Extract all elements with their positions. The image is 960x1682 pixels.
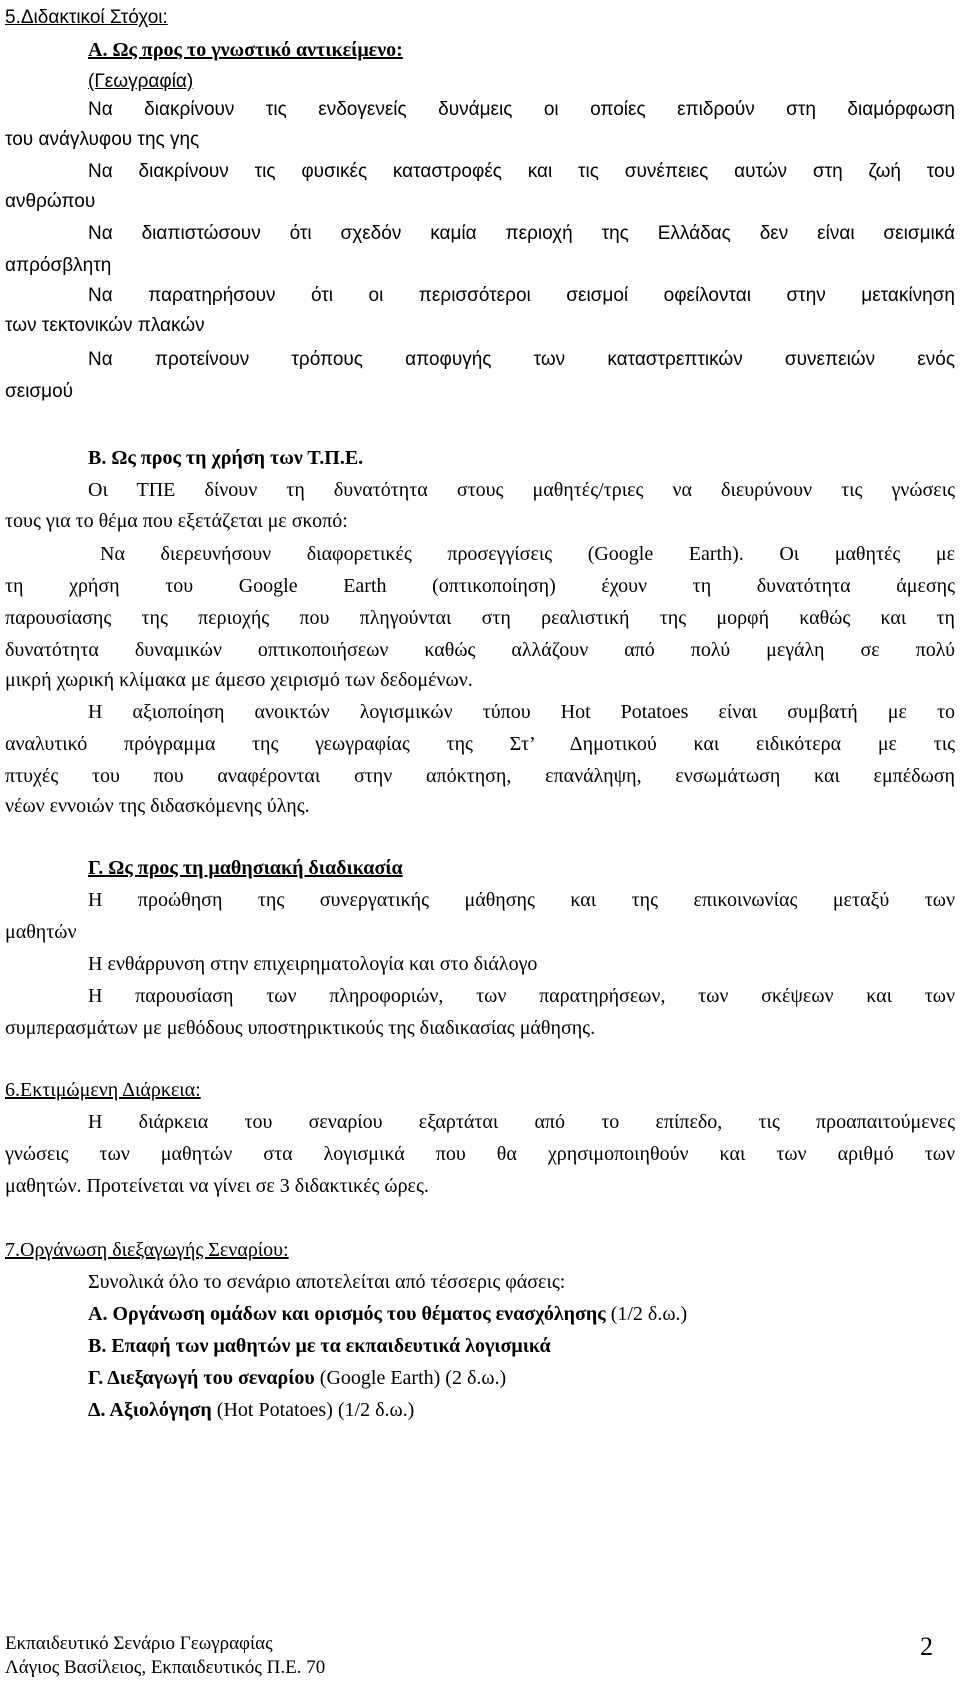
phases-intro: Συνολικά όλο το σενάριο αποτελείται από τέσσερις φάσεις: — [88, 1271, 566, 1293]
duration-line: Η διάρκεια του σεναρίου εξαρτάται από το επίπεδο, τις προαπαιτούμενες — [88, 1111, 955, 1133]
objective-line: ανθρώπου — [5, 191, 96, 212]
phase-item — [5, 1298, 955, 1330]
objective-line: Να παρατηρήσουν ότι οι περισσότεροι σεισμοί οφείλονται στην μετακίνηση — [88, 285, 955, 306]
objective-line: των τεκτονικών πλακών — [5, 315, 205, 336]
phase-title: Δ. Αξιολόγηση — [88, 1399, 212, 1421]
objective-b-line: Να διερευνήσουν διαφορετικές προσεγγίσεις (Google Earth). Οι μαθητές με — [100, 543, 955, 565]
objective-b-line: δυνατότητα δυναμικών οπτικοποιήσεων καθώς αλλάζουν από πολύ μεγάλη σε πολύ — [5, 639, 955, 661]
phase-title: Γ. Διεξαγωγή του σεναρίου — [88, 1367, 315, 1389]
objective-line: Να διακρίνουν τις φυσικές καταστροφές και τις συνέπειες αυτών στη ζωή του — [88, 161, 955, 182]
duration-line: μαθητών. Προτείνεται να γίνει σε 3 διδακτικές ώρες. — [5, 1175, 429, 1197]
phase-duration: (1/2 δ.ω.) — [605, 1303, 688, 1325]
objective-b-line: παρουσίασης της περιοχής που πληγούνται στη ρεαλιστική της μορφή καθώς και τη — [5, 607, 955, 629]
phase-title: Α. Οργάνωση ομάδων και ορισμός του θέματος ενασχόλησης — [88, 1303, 606, 1325]
objective-b-line: μικρή χωρική κλίμακα με άμεσο χειρισμό των δεδομένων. — [5, 669, 473, 691]
phase-item — [5, 1394, 955, 1426]
objective-b-line: αναλυτικό πρόγραμμα της γεωγραφίας της Στ’ Δημοτικού και ειδικότερα με τις — [5, 733, 955, 755]
objective-line: σεισμού — [5, 381, 74, 402]
phase-item — [5, 1330, 955, 1362]
objective-b-line: Η αξιοποίηση ανοικτών λογισμικών τύπου Hot Potatoes είναι συμβατή με το — [88, 701, 956, 723]
footer-title: Εκπαιδευτικό Σενάριο Γεωγραφίας — [5, 1633, 273, 1654]
objective-b-line: πτυχές του που αναφέρονται στην απόκτηση, επανάληψη, ενσωμάτωση και εμπέδωση — [5, 765, 955, 787]
objective-b-line: τους για το θέμα που εξετάζεται με σκοπό: — [5, 510, 348, 532]
duration-line: γνώσεις των μαθητών στα λογισμικά που θα χρησιμοποιηθούν και των αριθμό των — [5, 1143, 955, 1165]
phase-duration: (Hot Potatoes) (1/2 δ.ω.) — [211, 1399, 415, 1421]
objective-c-line: μαθητών — [5, 921, 77, 943]
phase-title: Β. Επαφή των μαθητών με τα εκπαιδευτικά λογισμικά — [88, 1335, 551, 1357]
document-page — [5, 0, 955, 1682]
objective-c-line: Η παρουσίαση των πληροφοριών, των παρατηρήσεων, των σκέψεων και των — [88, 985, 955, 1007]
objective-c-line: συμπερασμάτων με μεθόδους υποστηρικτικούς της διαδικασίας μάθησης. — [5, 1017, 596, 1039]
objective-b-line: νέων εννοιών της διδασκόμενης ύλης. — [5, 795, 310, 817]
objective-line: Να διακρίνουν τις ενδογενείς δυνάμεις οι οποίες επιδρούν στη διαμόρφωση — [88, 99, 955, 120]
footer-author: Λάγιος Βασίλειος, Εκπαιδευτικός Π.Ε. 70 — [5, 1657, 326, 1678]
objective-b-heading: Β. Ως προς τη χρήση των Τ.Π.Ε. — [88, 447, 364, 469]
page-number: 2 — [920, 1632, 933, 1661]
section-7-heading: 7.Οργάνωση διεξαγωγής Σεναρίου: — [5, 1239, 289, 1261]
phase-duration: (Google Earth) (2 δ.ω.) — [314, 1367, 507, 1389]
section-6-heading: 6.Εκτιμώμενη Διάρκεια: — [5, 1079, 201, 1101]
objective-line: του ανάγλυφου της γης — [5, 129, 200, 150]
objective-c-heading: Γ. Ως προς τη μαθησιακή διαδικασία — [88, 857, 403, 879]
objective-b-line: τη χρήση του Google Earth (οπτικοποίηση) έχουν τη δυνατότητα άμεσης — [5, 575, 955, 597]
objective-line: Να προτείνουν τρόπους αποφυγής των καταστρεπτικών συνεπειών ενός — [88, 349, 955, 370]
objective-a-subject: (Γεωγραφία) — [88, 71, 194, 92]
section-5-heading: 5.Διδακτικοί Στόχοι: — [5, 7, 168, 28]
objective-c-line: Η ενθάρρυνση στην επιχειρηματολογία και στο διάλογο — [88, 953, 538, 975]
objective-b-line: Οι ΤΠΕ δίνουν τη δυνατότητα στους μαθητές/τριες να διευρύνουν τις γνώσεις — [88, 479, 955, 501]
objective-a-heading: Α. Ως προς το γνωστικό αντικείμενο: — [88, 39, 403, 61]
objective-line: Να διαπιστώσουν ότι σχεδόν καμία περιοχή της Ελλάδας δεν είναι σεισμικά — [88, 223, 955, 244]
objective-c-line: Η προώθηση της συνεργατικής μάθησης και της επικοινωνίας μεταξύ των — [88, 889, 955, 911]
phase-item — [5, 1362, 955, 1394]
objective-line: απρόσβλητη — [5, 255, 112, 276]
